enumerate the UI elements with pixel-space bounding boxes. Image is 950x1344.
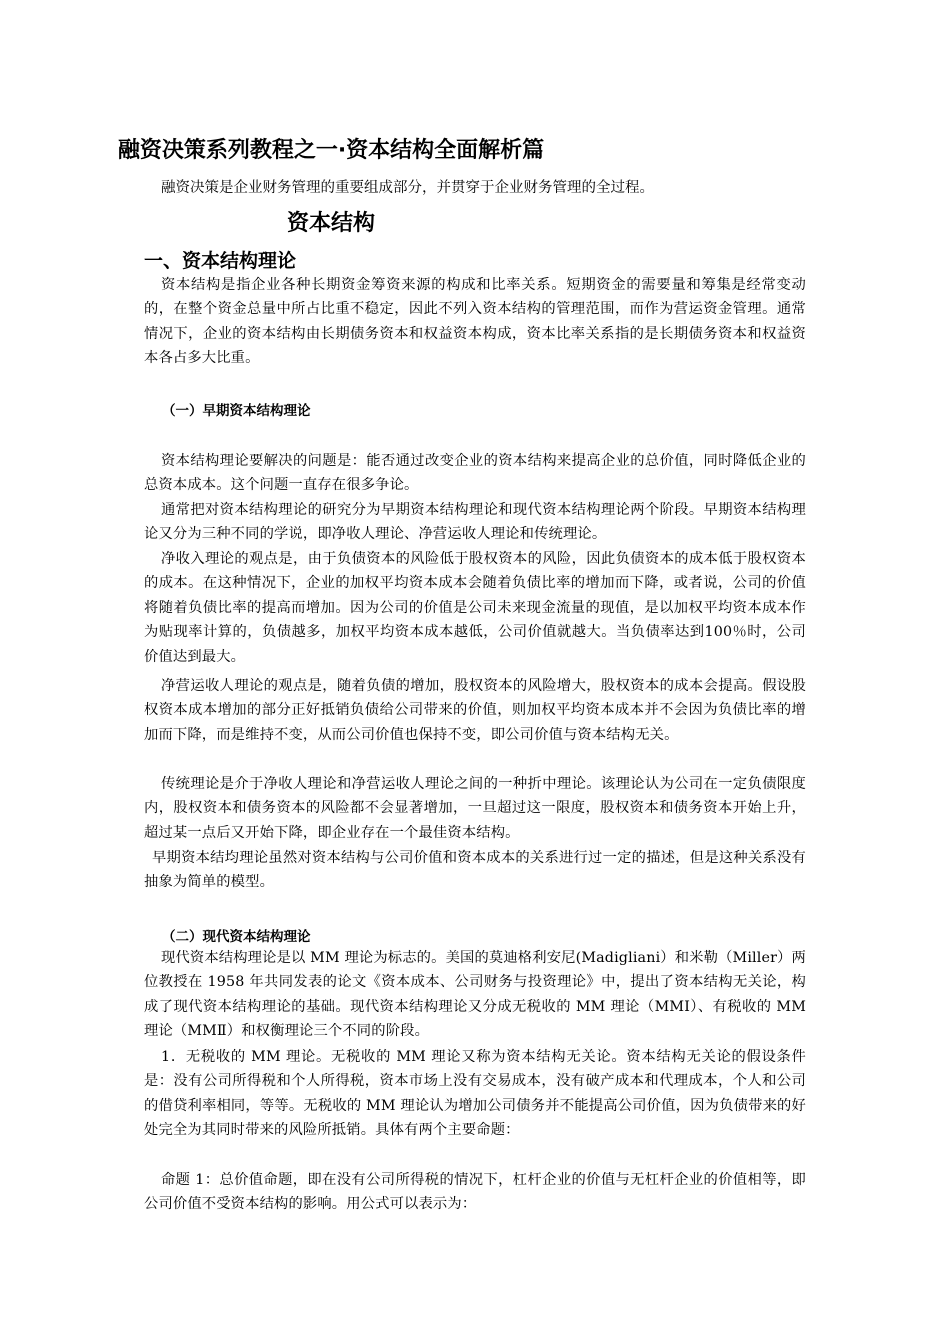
paragraph-proposition-1: 命题 1：总价值命题，即在没有公司所得税的情况下，杠杆企业的价值与无杠杆企业的价值相等，即公司价值不受资本结构的影响。用公式可以表示为： (144, 1172, 806, 1213)
paragraph-problem: 资本结构理论要解决的问题是：能否通过改变企业的资本结构来提高企业的总价值，同时降低企业的总资本成本。这个问题一直存在很多争论。 (144, 453, 806, 494)
paragraph-net-operating-income-theory: 净营运收人理论的观点是，随着负债的增加，股权资本的风险增大，股权资本的成本会提高。假设股权资本成本增加的部分正好抵销负债给公司带来的价值，则加权平均资本成本并不会因为负债比率的增加而下降，而是维持不变，从而公司价值也保持不变，即公司价值与资本结构无关。 (144, 678, 806, 743)
paragraph-mm-no-tax: 1．无税收的 MM 理论。无税收的 MM 理论又称为资本结构无关论。资本结构无关论的假设条件是：没有公司所得税和个人所得税，资本市场上没有交易成本，没有破产成本和代理成本，个人和公司的借贷利率相同，等等。无税收的 MM 理论认为增加公司债务并不能提高公司价值，因为负债带来的好处完全为其同时带来的风险所抵销。具体有两个主要命题： (144, 1049, 806, 1139)
paragraph-traditional-theory: 传统理论是介于净收人理论和净营运收人理论之间的一种折中理论。该理论认为公司在一定负债限度内，股权资本和债务资本的风险都不会显著增加，一旦超过这一限度，股权资本和债务资本开始上升，超过某一点后又开始下降，即企业存在一个最佳资本结构。 (144, 776, 806, 841)
paragraph-definition: 资本结构是指企业各种长期资金筹资来源的构成和比率关系。短期资金的需要量和筹集是经常变动的，在整个资金总量中所占比重不稳定，因此不列入资本结构的管理范围，而作为营运资金管理。通常情况下，企业的资本结构由长期债务资本和权益资本构成，资本比率关系指的是长期债务资本和权益资本各占多大比重。 (144, 277, 806, 367)
paragraph-mm-intro: 现代资本结构理论是以 MM 理论为标志的。美国的莫迪格利安尼(Madigliani）和米勒（Miller）两位教授在 1958 年共同发表的论文《资本成本、公司财务与投资理论》中，提出了资本结构无关论，构成了现代资本结构理论的基础。现代资本结构理论又分成无税收的 MM 理论（MMI）、有税收的 MM 理论（MMⅡ）和权衡理论三个不同的阶段。 (144, 950, 806, 1040)
document-title: 融资决策系列教程之一·资本结构全面解析篇 (117, 138, 545, 163)
heading-capital-structure-theory: 一、资本结构理论 (144, 250, 297, 272)
subheading-early-theory: （一）早期资本结构理论 (162, 403, 311, 419)
section-title: 资本结构 (286, 211, 375, 236)
intro-paragraph: 融资决策是企业财务管理的重要组成部分，并贯穿于企业财务管理的全过程。 (161, 180, 654, 196)
subheading-modern-theory: （二）现代资本结构理论 (162, 929, 311, 945)
paragraph-net-income-theory: 净收入理论的观点是，由于负债资本的风险低于股权资本的风险，因此负债资本的成本低于股权资本的成本。在这种情况下，企业的加权平均资本成本会随着负债比率的增加而下降，或者说，公司的价值将随着负债比率的提高而增加。因为公司的价值是公司未来现金流量的现值，是以加权平均资本成本作为贴现率计算的，负债越多，加权平均资本成本越低，公司价值就越大。当负债率达到100％时，公司价值达到最大。 (144, 551, 806, 665)
paragraph-early-summary: 早期资本结均理论虽然对资本结构与公司价值和资本成本的关系进行过一定的描述，但是这种关系没有抽象为简单的模型。 (144, 850, 806, 891)
paragraph-stages: 通常把对资本结构理论的研究分为早期资本结构理论和现代资本结构理论两个阶段。早期资本结构理论又分为三种不同的学说，即净收人理论、净营运收人理论和传统理论。 (144, 502, 806, 543)
